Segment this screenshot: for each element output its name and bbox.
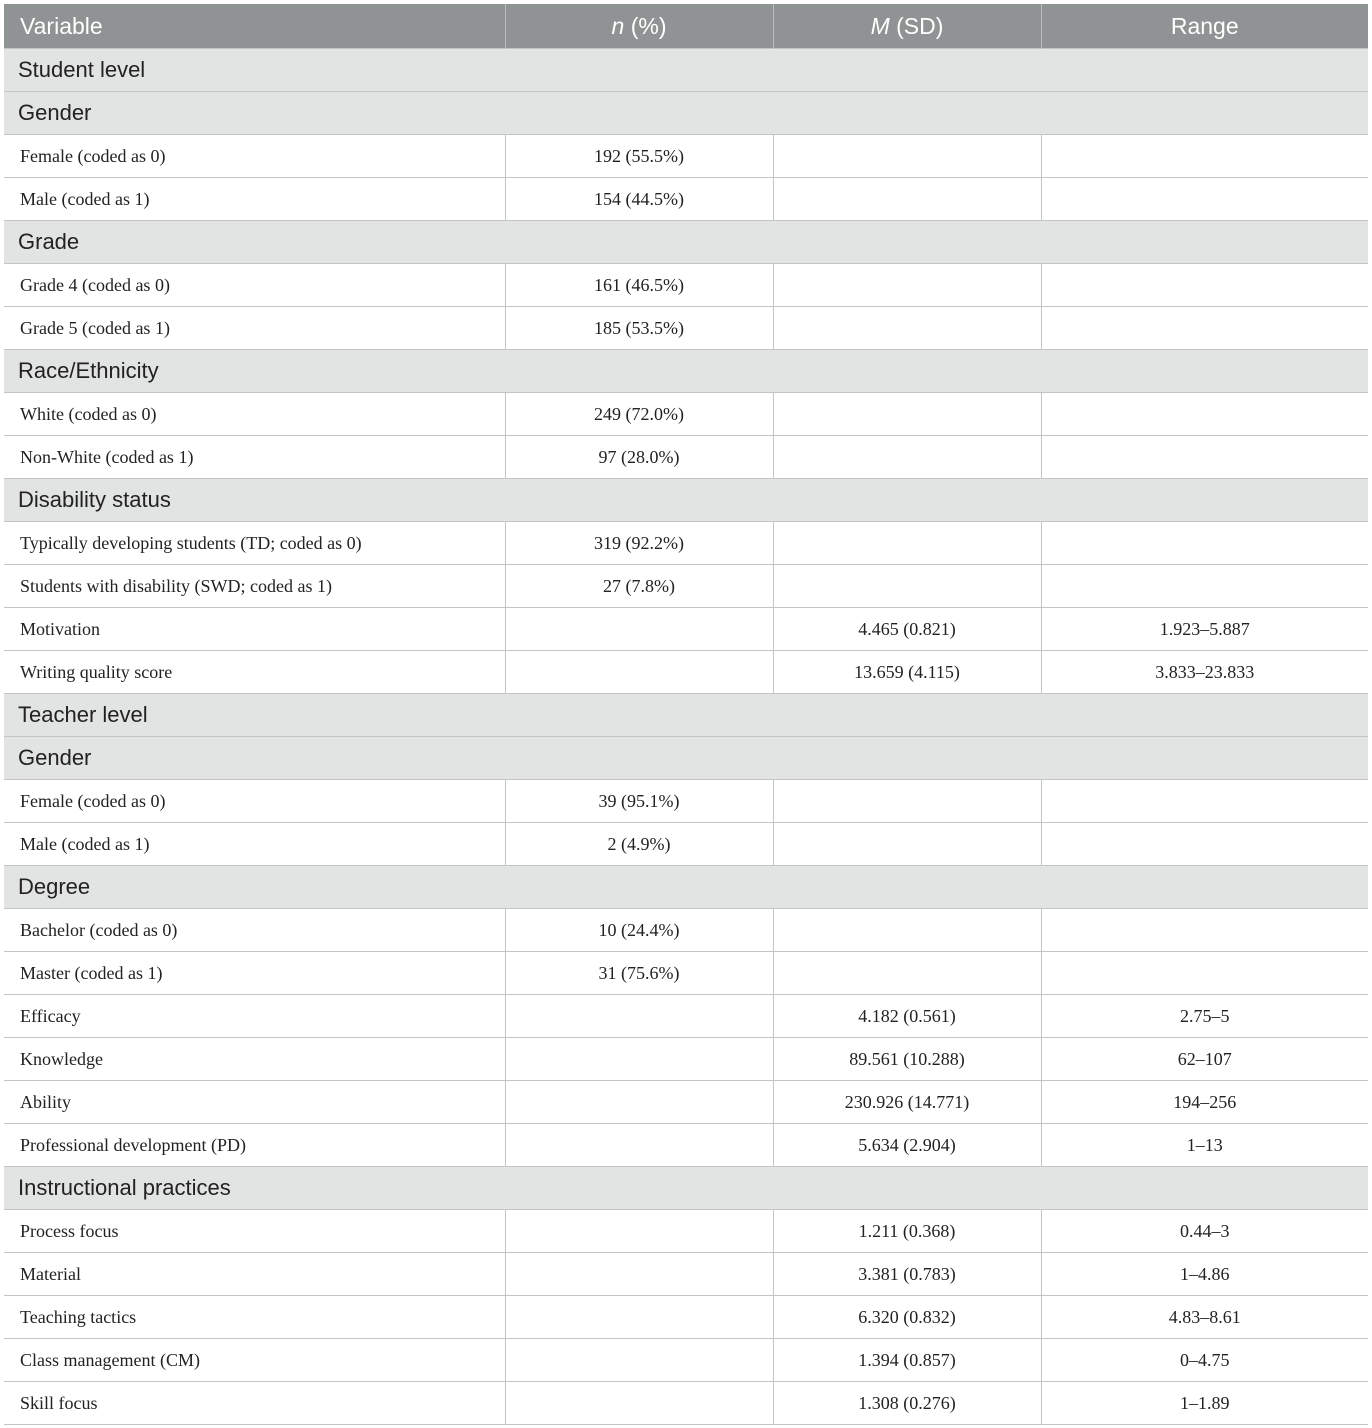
section-header-row [4, 866, 1368, 909]
row-label-cell: Grade 5 (coded as 1) [4, 307, 505, 350]
table-row [4, 565, 1368, 608]
range-cell: 1–13 [1041, 1124, 1368, 1167]
range-cell: 2.75–5 [1041, 995, 1368, 1038]
section-label: Instructional practices [4, 1167, 1368, 1210]
row-label-cell: Typically developing students (TD; coded as 0) [4, 522, 505, 565]
n-percent-cell [505, 1124, 773, 1167]
table-row [4, 1210, 1368, 1253]
mean-sd-cell: 6.320 (0.832) [773, 1296, 1041, 1339]
range-cell [1041, 780, 1368, 823]
table-row [4, 522, 1368, 565]
mean-sd-cell [773, 307, 1041, 350]
mean-sd-cell [773, 780, 1041, 823]
table-row [4, 1038, 1368, 1081]
row-label-cell: Bachelor (coded as 0) [4, 909, 505, 952]
range-cell: 4.83–8.61 [1041, 1296, 1368, 1339]
mean-sd-cell [773, 522, 1041, 565]
table-row [4, 1124, 1368, 1167]
row-label-cell: Male (coded as 1) [4, 823, 505, 866]
table-row [4, 1296, 1368, 1339]
table-row [4, 780, 1368, 823]
n-label: n [611, 12, 625, 39]
section-header-row [4, 350, 1368, 393]
mean-sd-cell [773, 135, 1041, 178]
range-cell [1041, 436, 1368, 479]
section-label: Degree [4, 866, 1368, 909]
n-percent-cell: 31 (75.6%) [505, 952, 773, 995]
n-percent-cell: 249 (72.0%) [505, 393, 773, 436]
row-label-cell: Knowledge [4, 1038, 505, 1081]
n-percent-cell: 192 (55.5%) [505, 135, 773, 178]
range-cell: 0–4.75 [1041, 1339, 1368, 1382]
section-label: Student level [4, 49, 1368, 92]
n-percent-cell: 185 (53.5%) [505, 307, 773, 350]
mean-sd-cell: 1.211 (0.368) [773, 1210, 1041, 1253]
mean-sd-cell [773, 952, 1041, 995]
table-row [4, 307, 1368, 350]
section-label: Race/Ethnicity [4, 350, 1368, 393]
mean-sd-cell [773, 178, 1041, 221]
range-cell [1041, 264, 1368, 307]
table-row [4, 651, 1368, 694]
range-cell [1041, 178, 1368, 221]
table-row [4, 178, 1368, 221]
table-header [4, 4, 1368, 49]
range-cell: 1.923–5.887 [1041, 608, 1368, 651]
mean-sd-cell [773, 823, 1041, 866]
range-cell [1041, 135, 1368, 178]
row-label-cell: Students with disability (SWD; coded as 1) [4, 565, 505, 608]
n-percent-cell [505, 1210, 773, 1253]
table-row [4, 264, 1368, 307]
n-percent-cell: 161 (46.5%) [505, 264, 773, 307]
column-header-range: Range [1041, 4, 1368, 49]
row-label-cell: Female (coded as 0) [4, 135, 505, 178]
range-cell [1041, 307, 1368, 350]
n-percent-cell [505, 1296, 773, 1339]
mean-sd-cell [773, 393, 1041, 436]
table-row [4, 952, 1368, 995]
header-row [4, 4, 1368, 49]
m-suffix: (SD) [889, 12, 944, 39]
section-header-row [4, 479, 1368, 522]
range-cell [1041, 952, 1368, 995]
range-cell [1041, 909, 1368, 952]
row-label-cell: Skill focus [4, 1382, 505, 1425]
table-row [4, 1081, 1368, 1124]
row-label-cell: Process focus [4, 1210, 505, 1253]
row-label-cell: Professional development (PD) [4, 1124, 505, 1167]
n-percent-cell [505, 1081, 773, 1124]
n-percent-cell: 2 (4.9%) [505, 823, 773, 866]
table-body [4, 49, 1368, 1425]
table-row [4, 1382, 1368, 1425]
n-percent-cell: 27 (7.8%) [505, 565, 773, 608]
n-percent-cell: 319 (92.2%) [505, 522, 773, 565]
table-row [4, 995, 1368, 1038]
mean-sd-cell: 1.394 (0.857) [773, 1339, 1041, 1382]
row-label-cell: Teaching tactics [4, 1296, 505, 1339]
n-percent-cell [505, 608, 773, 651]
n-percent-cell [505, 651, 773, 694]
row-label-cell: Material [4, 1253, 505, 1296]
row-label-cell: Master (coded as 1) [4, 952, 505, 995]
row-label-cell: Ability [4, 1081, 505, 1124]
n-percent-cell: 39 (95.1%) [505, 780, 773, 823]
n-suffix: (%) [624, 12, 667, 39]
n-percent-cell [505, 1253, 773, 1296]
range-cell: 1–1.89 [1041, 1382, 1368, 1425]
mean-sd-cell: 3.381 (0.783) [773, 1253, 1041, 1296]
section-label: Gender [4, 737, 1368, 780]
n-percent-cell [505, 995, 773, 1038]
column-header-mean-sd [773, 4, 1041, 49]
mean-sd-cell: 4.465 (0.821) [773, 608, 1041, 651]
row-label-cell: Class management (CM) [4, 1339, 505, 1382]
mean-sd-cell: 5.634 (2.904) [773, 1124, 1041, 1167]
table-row [4, 909, 1368, 952]
mean-sd-cell [773, 264, 1041, 307]
mean-sd-cell [773, 909, 1041, 952]
section-label: Teacher level [4, 694, 1368, 737]
row-label-cell: Male (coded as 1) [4, 178, 505, 221]
section-header-row [4, 1167, 1368, 1210]
n-percent-cell [505, 1382, 773, 1425]
section-label: Grade [4, 221, 1368, 264]
range-cell [1041, 823, 1368, 866]
row-label-cell: Non-White (coded as 1) [4, 436, 505, 479]
column-header-n-percent [505, 4, 773, 49]
mean-sd-cell: 1.308 (0.276) [773, 1382, 1041, 1425]
row-label-cell: Grade 4 (coded as 0) [4, 264, 505, 307]
section-header-row [4, 737, 1368, 780]
range-cell [1041, 522, 1368, 565]
n-percent-cell: 10 (24.4%) [505, 909, 773, 952]
table-row [4, 1253, 1368, 1296]
section-label: Disability status [4, 479, 1368, 522]
range-cell: 3.833–23.833 [1041, 651, 1368, 694]
mean-sd-cell [773, 565, 1041, 608]
row-label-cell: Writing quality score [4, 651, 505, 694]
mean-sd-cell: 230.926 (14.771) [773, 1081, 1041, 1124]
range-cell: 1–4.86 [1041, 1253, 1368, 1296]
section-label: Gender [4, 92, 1368, 135]
descriptive-statistics-table [4, 4, 1368, 1425]
section-header-row [4, 92, 1368, 135]
section-header-row [4, 694, 1368, 737]
table-row [4, 436, 1368, 479]
table-row [4, 608, 1368, 651]
range-cell [1041, 393, 1368, 436]
mean-sd-cell: 4.182 (0.561) [773, 995, 1041, 1038]
n-percent-cell: 154 (44.5%) [505, 178, 773, 221]
range-cell: 194–256 [1041, 1081, 1368, 1124]
row-label-cell: Female (coded as 0) [4, 780, 505, 823]
m-label: M [870, 12, 890, 39]
section-header-row [4, 49, 1368, 92]
range-cell: 0.44–3 [1041, 1210, 1368, 1253]
table-row [4, 135, 1368, 178]
n-percent-cell: 97 (28.0%) [505, 436, 773, 479]
row-label-cell: White (coded as 0) [4, 393, 505, 436]
mean-sd-cell [773, 436, 1041, 479]
n-percent-cell [505, 1038, 773, 1081]
range-cell [1041, 565, 1368, 608]
mean-sd-cell: 89.561 (10.288) [773, 1038, 1041, 1081]
column-header-variable: Variable [4, 4, 505, 49]
row-label-cell: Efficacy [4, 995, 505, 1038]
section-header-row [4, 221, 1368, 264]
row-label-cell: Motivation [4, 608, 505, 651]
mean-sd-cell: 13.659 (4.115) [773, 651, 1041, 694]
range-cell: 62–107 [1041, 1038, 1368, 1081]
table-row [4, 823, 1368, 866]
table-row [4, 393, 1368, 436]
table-row [4, 1339, 1368, 1382]
n-percent-cell [505, 1339, 773, 1382]
